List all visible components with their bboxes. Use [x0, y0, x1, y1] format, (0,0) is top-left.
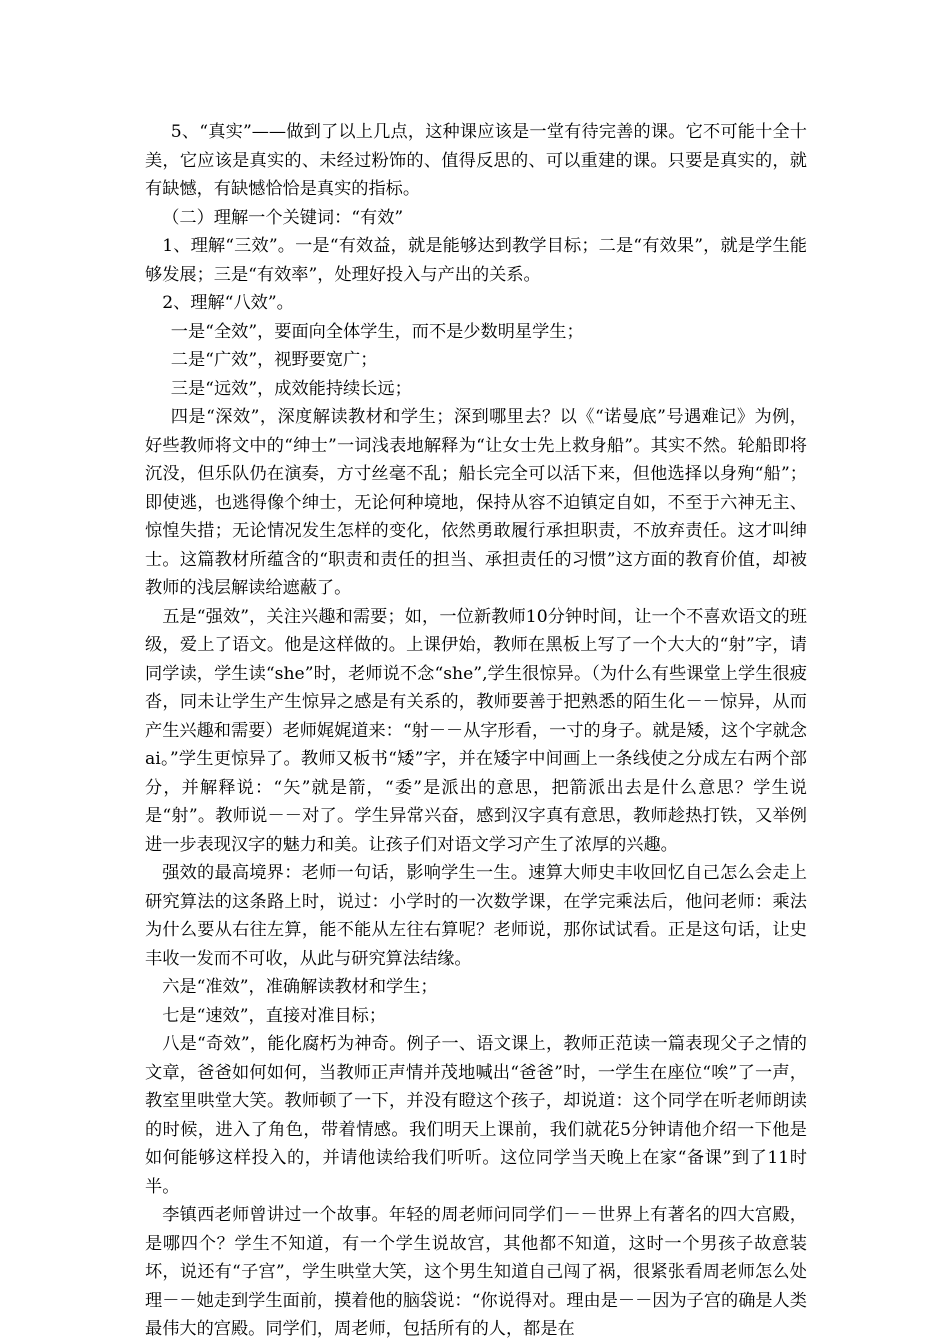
paragraph-wonder-effect: 八是“奇效”，能化腐朽为神奇。例子一、语文课上，教师正范读一篇表现父子之情的文章，爸爸如何如何，当教师正声情并茂地喊出“爸爸”时，一学生在座位“唉”了一声，教室里哄堂大笑。教师顿了一下，并没有瞪这个孩子，却说道：这个同学在听老师朗读的时候，进入了角色，带着情感。我们明天上课前，我们就花5分钟请他介绍一下他是如何能够这样投入的，并请他读给我们听听。这位同学当天晚上在家“备课”到了11时半。 — [145, 1034, 807, 1197]
paragraph-real: 5、“真实”——做到了以上几点，这种课应该是一堂有待完善的课。它不可能十全十美，它应该是真实的、未经过粉饰的、值得反思的、可以重建的课。只要是真实的，就有缺憾，有缺憾恰恰是真实的指标。 — [145, 122, 807, 199]
paragraph-strong-effect: 五是“强效”，关注兴趣和需要；如，一位新教师10分钟时间，让一个不喜欢语文的班级，爱上了语文。他是这样做的。上课伊始，教师在黑板上写了一个大大的“射”字，请同学读，学生读“she”时，老师说不念“she”,学生很惊异。（为什么有些课堂上学生很疲沓，同未让学生产生惊异之感是有关系的，教师要善于把熟悉的陌生化－－惊异，从而产生兴趣和需要）老师娓娓道来：“射－－从字形看，一寸的身子。就是矮，这个字就念ai。”学生更惊异了。教师又板书“矮”字，并在矮字中间画上一条线使之分成左右两个部分，并解释说：“矢”就是箭，“委”是派出的意思，把箭派出去是什么意思？学生说是“射”。教师说－－对了。学生异常兴奋，感到汉字真有意思，教师趁热打铁，又举例进一步表现汉字的魅力和美。让孩子们对语文学习产生了浓厚的兴趣。 — [145, 606, 807, 855]
paragraph-far-effect: 三是“远效”，成效能持续长远； — [170, 378, 412, 399]
section-heading-effective: （二）理解一个关键词：“有效” — [162, 207, 404, 228]
paragraph-strong-effect-highest: 强效的最高境界：老师一句话，影响学生一生。速算大师史丰收回忆自己怎么会走上研究算法的这条路上时，说过：小学时的一次数学课，在学完乘法后，他问老师：乘法为什么要从右往左算，能不能从左往右算呢？老师说，那你试试看。正是这句话，让史丰收一发而不可收，从此与研究算法结缘。 — [145, 863, 807, 969]
paragraph-fast-effect: 七是“速效”，直接对准目标； — [162, 1005, 387, 1026]
paragraph-eight-effects: 2、理解“八效”。 — [162, 293, 294, 313]
paragraph-li-zhenxi-story: 李镇西老师曾讲过一个故事。年轻的周老师问同学们－－世界上有著名的四大宫殿，是哪四个？学生不知道，有一个学生说故宫，其他都不知道，这时一个男孩子故意装坏，说还有“子宫”，学生哄堂大笑，这个男生知道自己闯了祸，很紧张看周老师怎么处理－－她走到学生面前，摸着他的脑袋说：“你说得对。理由是－－因为子宫的确是人类最伟大的宫殿。同学们，周老师，包括所有的人，都是在 — [145, 1205, 807, 1339]
paragraph-full-effect: 一是“全效”，要面向全体学生，而不是少数明星学生； — [170, 321, 584, 342]
paragraph-deep-effect: 四是“深效”，深度解读教材和学生；深到哪里去？以《“诺曼底”号遇难记》为例，好些教师将文中的“绅士”一词浅表地解释为“让女士先上救身船”。其实不然。轮船即将沉没，但乐队仍在演奏，方寸丝毫不乱；船长完全可以活下来，但他选择以身殉“船”；即使逃，也逃得像个绅士，无论何种境地，保持从容不迫镇定自如，不至于六神无主、惊惶失措；无论情况发生怎样的变化，依然勇敢履行承担职责，不放弃责任。这才叫绅士。这篇教材所蕴含的“职责和责任的担当、承担责任的习惯”这方面的教育价值，却被教师的浅层解读给遮蔽了。 — [145, 407, 807, 598]
paragraph-three-effects: 1、理解“三效”。一是“有效益，就是能够达到教学目标；二是“有效果”，就是学生能够发展；三是“有效率”，处理好投入与产出的关系。 — [145, 236, 807, 285]
paragraph-wide-effect: 二是“广效”，视野要宽广； — [170, 350, 378, 370]
document-body — [145, 118, 807, 1344]
paragraph-accurate-effect: 六是“准效”，准确解读教材和学生； — [162, 977, 438, 997]
